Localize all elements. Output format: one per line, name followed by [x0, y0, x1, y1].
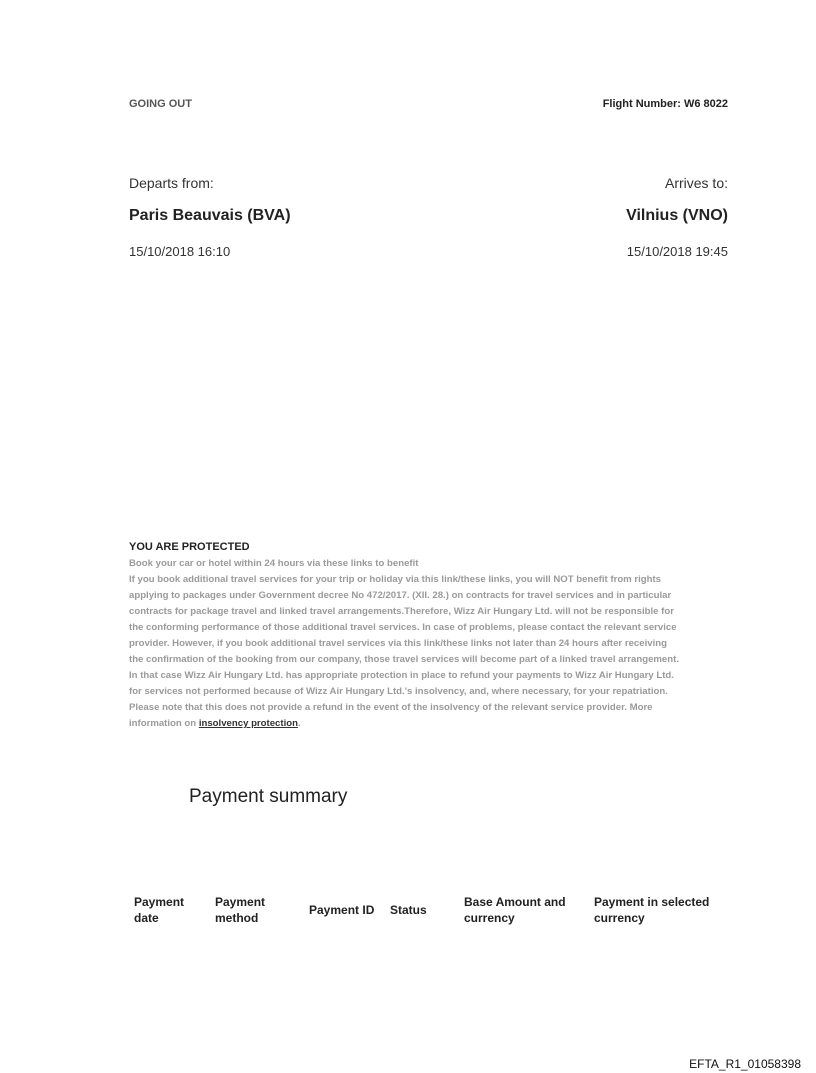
column-selected-currency — [594, 894, 709, 926]
column-base-amount — [464, 894, 566, 926]
protection-last-suffix: . — [297, 718, 301, 729]
protection-last-prefix: information on — [129, 718, 199, 729]
protection-line: the confirmation of the booking from our company, those travel services will become part of a linked travel arrangement. — [129, 654, 679, 665]
document-id: EFTA_R1_01058398 — [689, 1057, 801, 1071]
column-payment-method-line2: method — [215, 911, 259, 925]
protection-notice — [129, 541, 734, 732]
departure-datetime: 15/10/2018 16:10 — [129, 244, 231, 259]
segment-direction: GOING OUT — [129, 98, 192, 110]
column-payment-date-line2: date — [134, 911, 159, 925]
column-payment-date — [134, 894, 184, 926]
column-selected-currency-line1: Payment in selected — [594, 895, 710, 909]
protection-text — [129, 556, 734, 732]
protection-line: contracts for package travel and linked travel arrangements.Therefore, Wizz Air Hungary Ltd. will not be responsible for — [129, 606, 674, 617]
payment-summary-title: Payment summary — [189, 786, 348, 807]
protection-line: Please note that this does not provide a refund in the event of the insolvency of the relevant service provider. More — [129, 702, 653, 713]
column-payment-method — [215, 894, 265, 926]
column-payment-id: Payment ID — [309, 903, 375, 917]
protection-line: In that case Wizz Air Hungary Ltd. has appropriate protection in place to refund your payments to Wizz Air Hungary Ltd. — [129, 670, 674, 681]
column-selected-currency-line2: currency — [594, 911, 645, 925]
protection-line: provider. However, if you book additional travel services via this link/these links not later than 24 hours after receiving — [129, 638, 667, 649]
protection-line-last — [129, 716, 734, 732]
protection-line: for services not performed because of Wizz Air Hungary Ltd.'s insolvency, and, where necessary, for your repatriation. — [129, 686, 668, 697]
flight-number: Flight Number: W6 8022 — [602, 98, 728, 110]
column-status: Status — [390, 903, 427, 917]
column-base-amount-line2: currency — [464, 911, 515, 925]
column-payment-date-line1: Payment — [134, 895, 185, 909]
insolvency-protection-link[interactable]: insolvency protection — [198, 718, 298, 729]
protection-line: Book your car or hotel within 24 hours via these links to benefit — [129, 558, 419, 569]
protection-title: YOU ARE PROTECTED — [129, 541, 250, 553]
protection-line: If you book additional travel services for your trip or holiday via this link/these links, you will NOT benefit from rights — [129, 574, 662, 585]
arrival-datetime: 15/10/2018 19:45 — [626, 244, 728, 259]
column-base-amount-line1: Base Amount and — [464, 895, 566, 909]
column-payment-method-line1: Payment — [215, 895, 266, 909]
arrival-label: Arrives to: — [664, 175, 728, 191]
departure-label: Departs from: — [129, 175, 214, 191]
departure-airport: Paris Beauvais (BVA) — [129, 207, 291, 224]
protection-line: applying to packages under Government decree No 472/2017. (XII. 28.) on contracts for travel services and in particular — [129, 590, 672, 601]
protection-line: the conforming performance of those additional travel services. In case of problems, please contact the relevant service — [129, 622, 677, 633]
arrival-airport: Vilnius (VNO) — [626, 207, 728, 224]
